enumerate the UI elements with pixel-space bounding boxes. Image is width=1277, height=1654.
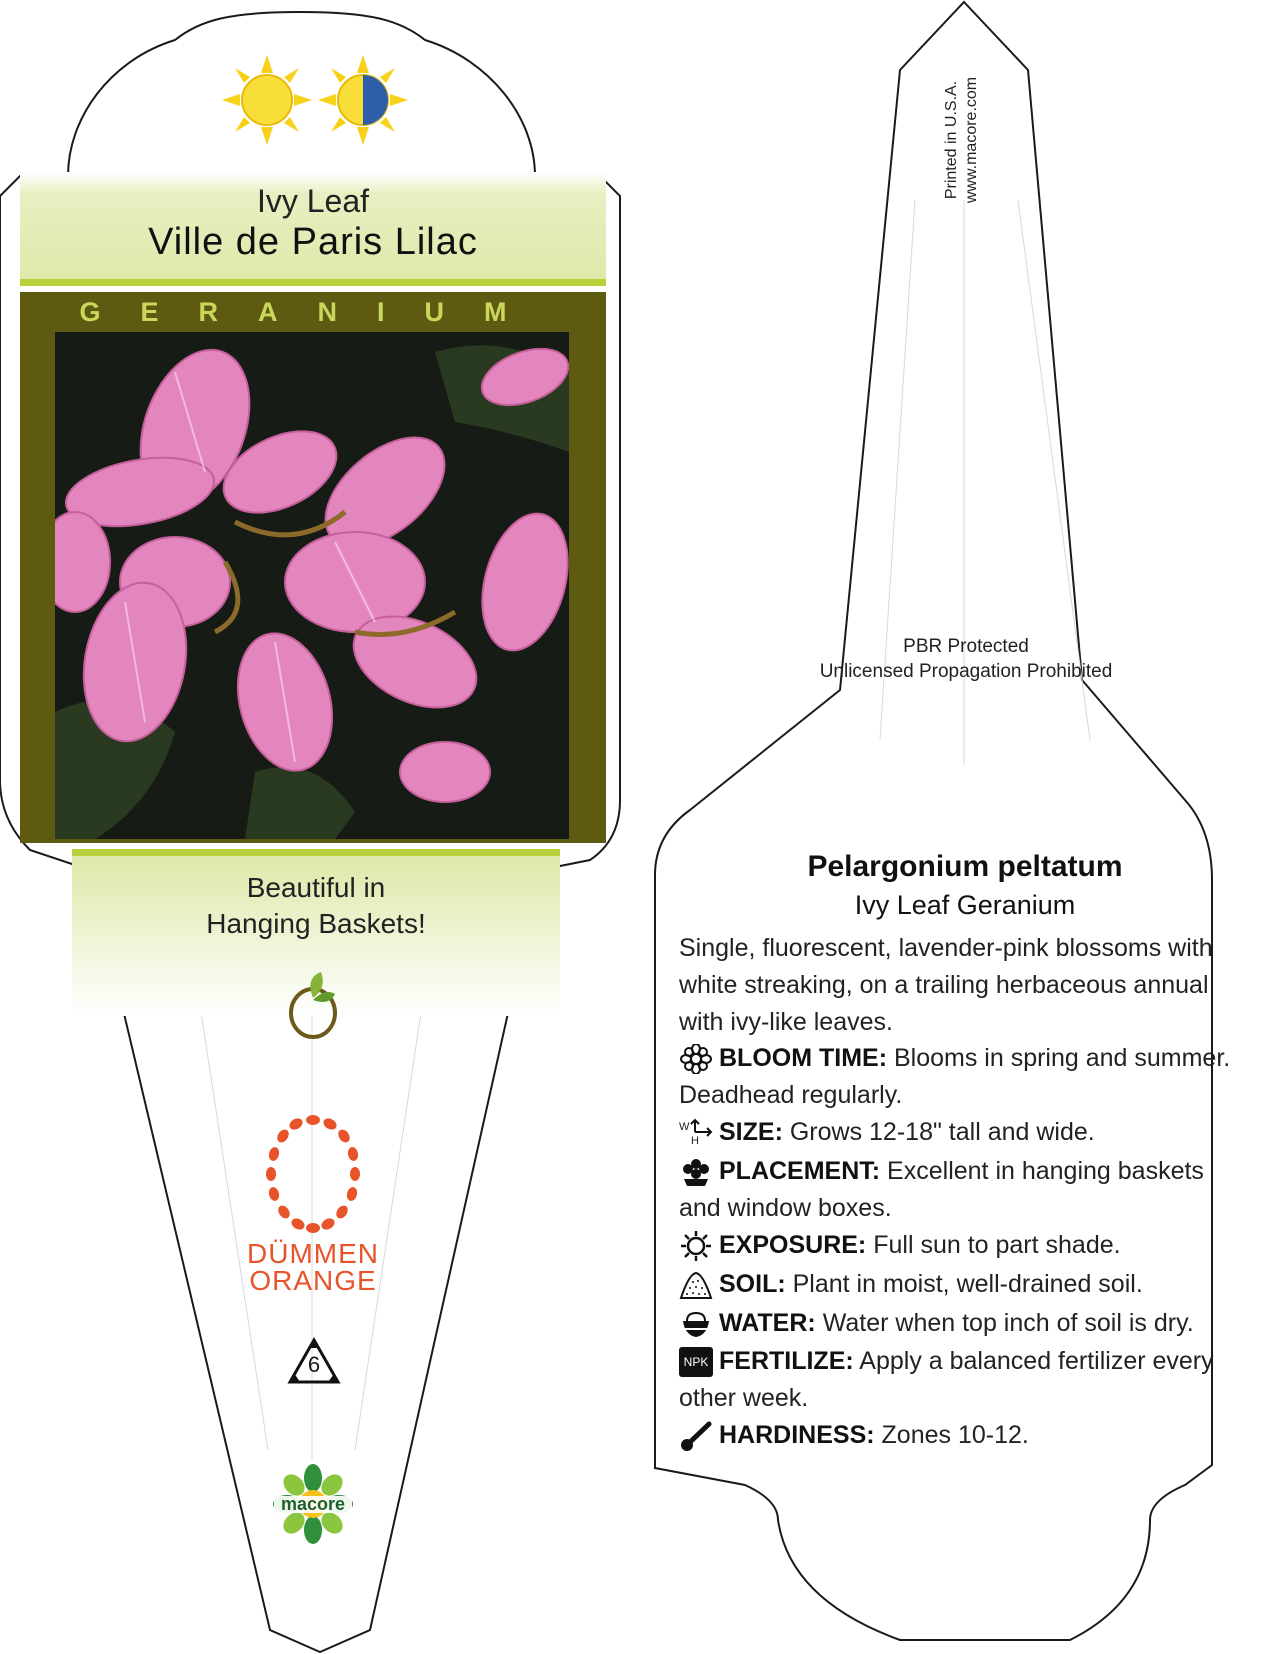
care-text: Water when top inch of soil is dry.	[815, 1309, 1194, 1337]
macore-logo-text: macore	[280, 1494, 346, 1514]
full-sun-icon	[222, 55, 312, 145]
npk-text: NPK	[683, 1355, 709, 1370]
care-hardiness	[679, 1417, 1249, 1454]
care-text: Grows 12-18" tall and wide.	[782, 1118, 1095, 1146]
care-water	[679, 1305, 1249, 1342]
flower-icon	[679, 1044, 713, 1074]
genus-label: GERANIUM	[79, 297, 547, 327]
care-label: SOIL:	[719, 1270, 786, 1298]
common-name: Ivy Leaf Geranium	[854, 890, 1076, 920]
care-text: Plant in moist, well-drained soil.	[785, 1270, 1143, 1298]
brand-line-2: ORANGE	[249, 1265, 377, 1296]
npk-icon	[679, 1347, 713, 1377]
care-label: SIZE:	[719, 1118, 783, 1146]
variety-name: Ville de Paris Lilac	[148, 221, 478, 263]
recycle-number: 6	[307, 1352, 321, 1377]
flower-photo	[55, 332, 569, 839]
green-divider-lower	[72, 849, 560, 856]
tagline-line-2: Hanging Baskets!	[206, 908, 426, 939]
care-label: BLOOM TIME:	[719, 1044, 888, 1072]
dummen-orange-wreath-icon	[258, 1112, 368, 1236]
care-label: EXPOSURE:	[719, 1231, 867, 1259]
pbr-notice	[766, 634, 1166, 684]
plant-description: Single, fluorescent, lavender-pink blossoms with white streaking, on a trailing herbaceous annual with ivy-like leaves.	[679, 934, 1213, 1036]
sprout-icon	[285, 968, 345, 1040]
part-shade-sun-icon	[318, 55, 408, 145]
brand-logo-text	[220, 1240, 406, 1294]
care-exposure	[679, 1227, 1249, 1264]
care-label: WATER:	[719, 1309, 816, 1337]
thermometer-icon	[679, 1421, 713, 1451]
soil-pile-icon	[679, 1270, 713, 1300]
size-w-letter: W	[679, 1121, 690, 1134]
sun-outline-icon	[679, 1231, 713, 1261]
care-label: HARDINESS:	[719, 1421, 875, 1449]
care-text: Blooms in spring and summer. Deadhead regularly.	[679, 1044, 1231, 1109]
care-text: Zones 10-12.	[874, 1421, 1029, 1449]
macore-flower-icon	[270, 1464, 356, 1544]
green-divider	[20, 279, 606, 286]
watering-can-icon	[679, 1309, 713, 1339]
botanical-name: Pelargonium peltatum	[807, 850, 1123, 883]
care-label: FERTILIZE:	[719, 1347, 854, 1375]
pbr-line-1: PBR Protected	[903, 636, 1029, 657]
care-text: Apply a balanced fertilizer every other week.	[679, 1347, 1214, 1412]
pbr-line-2: Unlicensed Propagation Prohibited	[819, 661, 1113, 682]
care-text: Excellent in hanging baskets and window boxes.	[679, 1157, 1204, 1222]
care-label: PLACEMENT:	[719, 1157, 881, 1185]
printed-location: Printed in U.S.A.	[943, 80, 960, 200]
size-h-letter: H	[691, 1135, 699, 1148]
placement-icon	[679, 1157, 713, 1187]
tagline-line-1: Beautiful in	[246, 872, 386, 903]
care-soil	[679, 1266, 1249, 1303]
care-fertilize	[679, 1343, 1249, 1417]
care-placement	[679, 1153, 1249, 1227]
printed-info	[942, 55, 982, 225]
tagline	[72, 870, 560, 942]
care-size	[679, 1114, 1249, 1151]
recycle-icon	[284, 1336, 344, 1388]
website: www.macore.com	[963, 76, 980, 204]
variety-prefix: Ivy Leaf	[256, 183, 370, 219]
care-text: Full sun to part shade.	[866, 1231, 1121, 1259]
care-bloom-time	[679, 1040, 1249, 1114]
brand-line-1: DÜMMEN	[247, 1238, 379, 1269]
size-arrows-icon	[679, 1118, 713, 1148]
